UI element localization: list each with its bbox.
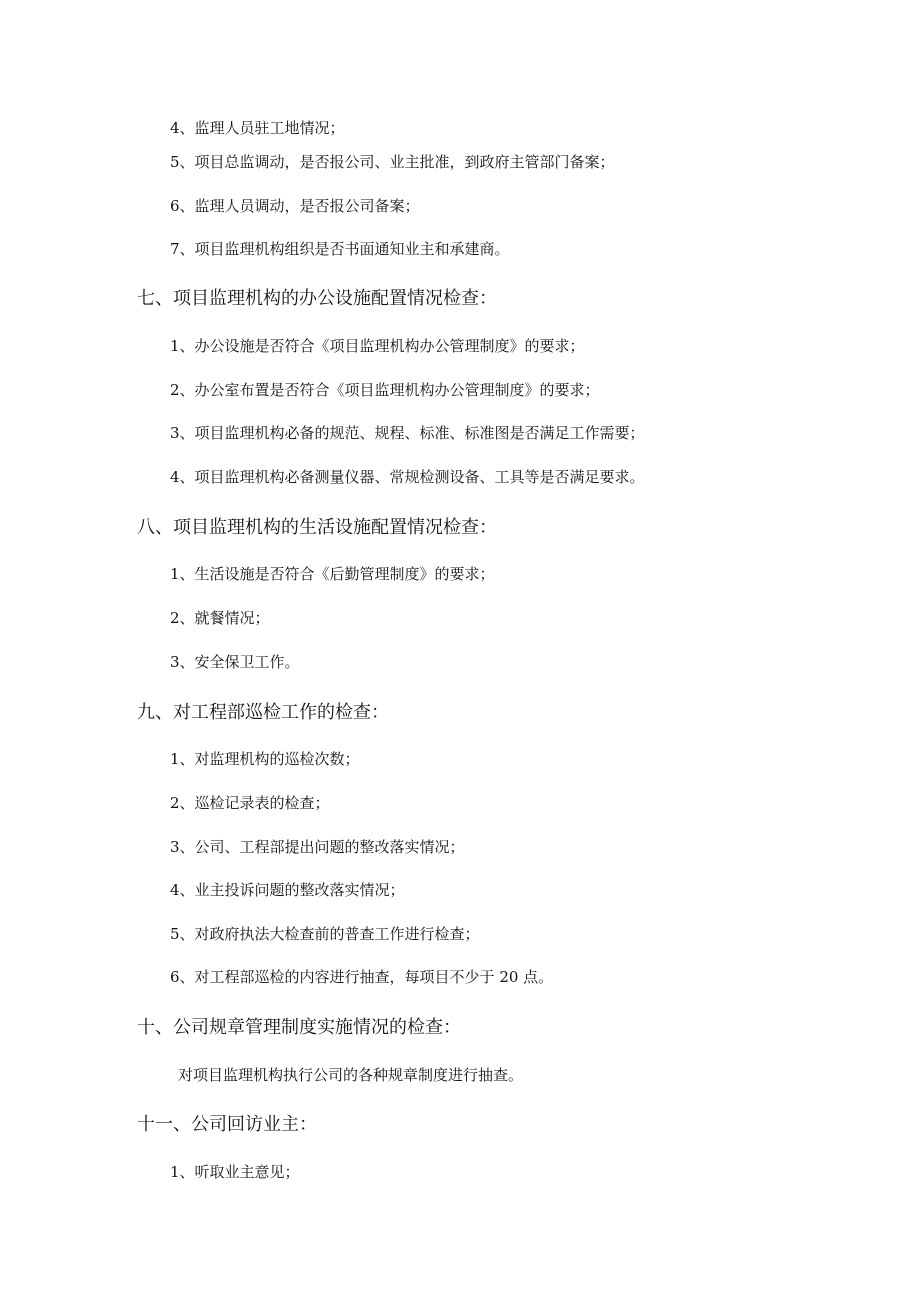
list-item: 3、项目监理机构必备的规范、规程、标准、标准图是否满足工作需要；	[170, 424, 645, 442]
list-item: 2、办公室布置是否符合《项目监理机构办公管理制度》的要求；	[170, 381, 600, 399]
section-heading: 七、项目监理机构的办公设施配置情况检查：	[137, 288, 497, 309]
list-item: 3、安全保卫工作。	[170, 653, 300, 671]
list-item: 1、听取业主意见；	[170, 1163, 300, 1181]
list-item: 5、对政府执法大检查前的普查工作进行检查；	[170, 925, 480, 943]
section-heading: 八、项目监理机构的生活设施配置情况检查：	[137, 517, 497, 538]
section-heading: 十、公司规章管理制度实施情况的检查：	[137, 1017, 461, 1038]
list-item: 4、项目监理机构必备测量仪器、常规检测设备、工具等是否满足要求。	[170, 468, 645, 486]
list-item: 2、巡检记录表的检查；	[170, 794, 330, 812]
list-item: 1、办公设施是否符合《项目监理机构办公管理制度》的要求；	[170, 337, 585, 355]
list-item: 4、监理人员驻工地情况；	[170, 119, 345, 137]
paragraph: 对项目监理机构执行公司的各种规章制度进行抽查。	[178, 1066, 524, 1084]
list-item: 1、生活设施是否符合《后勤管理制度》的要求；	[170, 565, 495, 583]
list-item: 4、业主投诉问题的整改落实情况；	[170, 881, 405, 899]
list-item: 1、对监理机构的巡检次数；	[170, 750, 360, 768]
list-item: 7、项目监理机构组织是否书面通知业主和承建商。	[170, 240, 510, 258]
section-heading: 九、对工程部巡检工作的检查：	[137, 702, 389, 723]
section-heading: 十一、公司回访业主：	[137, 1114, 317, 1135]
list-item: 3、公司、工程部提出问题的整改落实情况；	[170, 838, 465, 856]
list-item: 6、对工程部巡检的内容进行抽查，每项目不少于 20 点。	[170, 968, 554, 986]
list-item: 5、项目总监调动，是否报公司、业主批准，到政府主管部门备案；	[170, 153, 615, 171]
list-item: 2、就餐情况；	[170, 609, 270, 627]
list-item: 6、监理人员调动，是否报公司备案；	[170, 197, 420, 215]
